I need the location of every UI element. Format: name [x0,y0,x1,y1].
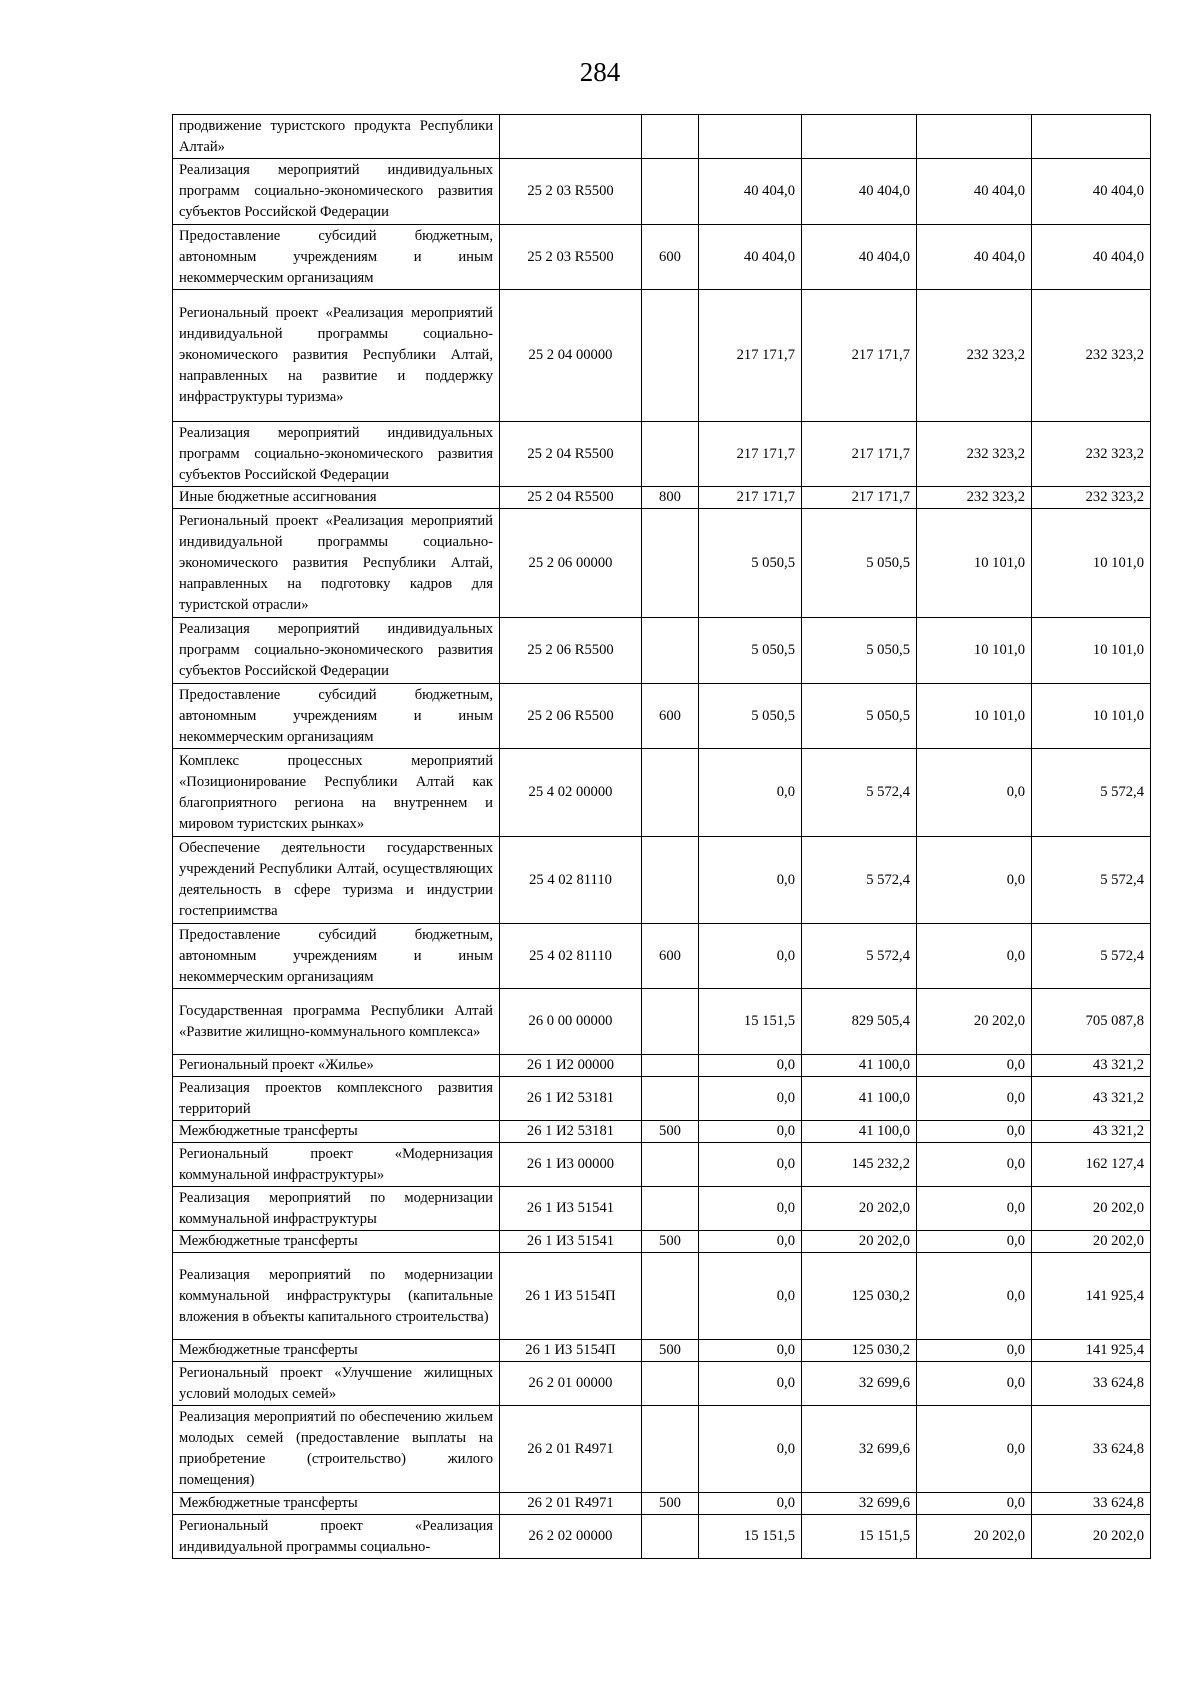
row-value-1: 0,0 [699,1231,802,1253]
row-code: 25 2 06 00000 [500,509,642,618]
row-expense-type: 500 [642,1493,699,1515]
row-expense-type [642,1187,699,1231]
row-expense-type [642,837,699,924]
row-name: Комплекс процессных мероприятий «Позиционирование Республики Алтай как благоприятного региона на внутреннем и мировом туристских рынках» [173,749,500,837]
row-expense-type: 500 [642,1121,699,1143]
row-value-4: 40 404,0 [1032,225,1151,290]
table-row [173,1143,1151,1187]
row-value-4: 10 101,0 [1032,509,1151,618]
row-value-3: 232 323,2 [917,290,1032,422]
row-code: 26 1 И2 00000 [500,1055,642,1077]
row-value-2: 217 171,7 [802,487,917,509]
row-value-1: 217 171,7 [699,487,802,509]
row-value-4: 43 321,2 [1032,1077,1151,1121]
row-code: 26 2 01 R4971 [500,1493,642,1515]
row-value-3: 0,0 [917,1055,1032,1077]
row-value-3: 20 202,0 [917,989,1032,1055]
row-value-4: 5 572,4 [1032,837,1151,924]
table-row [173,225,1151,290]
row-value-1: 0,0 [699,1187,802,1231]
row-value-3: 40 404,0 [917,225,1032,290]
row-value-3: 20 202,0 [917,1515,1032,1559]
row-value-2: 5 572,4 [802,924,917,989]
table-row [173,1077,1151,1121]
row-value-2: 20 202,0 [802,1231,917,1253]
row-value-3: 0,0 [917,1077,1032,1121]
row-expense-type [642,989,699,1055]
row-name: Реализация мероприятий индивидуальных программ социально-экономического развития субъектов Российской Федерации [173,618,500,684]
row-code: 25 4 02 81110 [500,924,642,989]
row-value-1: 217 171,7 [699,422,802,487]
row-code: 26 1 И2 53181 [500,1077,642,1121]
row-expense-type [642,1515,699,1559]
row-value-4: 5 572,4 [1032,924,1151,989]
row-value-4: 232 323,2 [1032,487,1151,509]
table-row [173,924,1151,989]
table-row [173,1231,1151,1253]
row-value-2: 125 030,2 [802,1253,917,1340]
table-row [173,618,1151,684]
row-value-2: 41 100,0 [802,1055,917,1077]
row-value-3: 40 404,0 [917,159,1032,225]
table-row [173,1055,1151,1077]
row-code: 26 2 01 R4971 [500,1406,642,1493]
row-expense-type: 600 [642,924,699,989]
row-name: Региональный проект «Реализация индивидуальной программы социально- [173,1515,500,1559]
row-value-3: 0,0 [917,1231,1032,1253]
row-value-4: 10 101,0 [1032,684,1151,749]
row-value-2: 40 404,0 [802,159,917,225]
row-code: 25 2 06 R5500 [500,684,642,749]
row-expense-type: 600 [642,225,699,290]
row-value-1: 0,0 [699,1362,802,1406]
row-value-4: 43 321,2 [1032,1055,1151,1077]
row-expense-type: 600 [642,684,699,749]
row-expense-type: 800 [642,487,699,509]
row-value-3: 0,0 [917,1143,1032,1187]
row-value-3: 0,0 [917,1253,1032,1340]
row-name: Предоставление субсидий бюджетным, автономным учреждениям и иным некоммерческим организациям [173,684,500,749]
table-row [173,1362,1151,1406]
row-name: Реализация проектов комплексного развития территорий [173,1077,500,1121]
row-code: 25 2 04 R5500 [500,487,642,509]
budget-table [172,114,1151,1559]
row-code: 25 4 02 81110 [500,837,642,924]
row-name: Межбюджетные трансферты [173,1493,500,1515]
row-value-4: 10 101,0 [1032,618,1151,684]
row-value-3: 0,0 [917,1187,1032,1231]
row-name: Реализация мероприятий по модернизации коммунальной инфраструктуры [173,1187,500,1231]
row-expense-type: 500 [642,1340,699,1362]
row-value-1: 0,0 [699,1253,802,1340]
row-expense-type [642,509,699,618]
row-name: Реализация мероприятий индивидуальных программ социально-экономического развития субъектов Российской Федерации [173,159,500,225]
row-code [500,115,642,159]
row-value-4: 20 202,0 [1032,1515,1151,1559]
row-value-1: 15 151,5 [699,1515,802,1559]
row-value-4 [1032,115,1151,159]
row-name: Предоставление субсидий бюджетным, автономным учреждениям и иным некоммерческим организациям [173,225,500,290]
row-value-2: 32 699,6 [802,1362,917,1406]
row-value-3: 0,0 [917,1362,1032,1406]
row-code: 26 2 01 00000 [500,1362,642,1406]
row-value-2: 15 151,5 [802,1515,917,1559]
row-code: 25 4 02 00000 [500,749,642,837]
table-row [173,837,1151,924]
row-value-4: 20 202,0 [1032,1231,1151,1253]
row-value-1: 0,0 [699,1406,802,1493]
row-code: 26 1 И3 5154П [500,1253,642,1340]
row-code: 26 1 И3 5154П [500,1340,642,1362]
row-expense-type [642,1077,699,1121]
row-value-3: 0,0 [917,749,1032,837]
row-value-3: 0,0 [917,1406,1032,1493]
row-value-1: 0,0 [699,1493,802,1515]
row-expense-type [642,1362,699,1406]
row-expense-type [642,1253,699,1340]
row-name: продвижение туристского продукта Республики Алтай» [173,115,500,159]
table-row [173,1340,1151,1362]
row-value-4: 20 202,0 [1032,1187,1151,1231]
row-expense-type [642,159,699,225]
row-value-3: 0,0 [917,1121,1032,1143]
row-name: Межбюджетные трансферты [173,1340,500,1362]
row-value-2: 40 404,0 [802,225,917,290]
row-expense-type [642,749,699,837]
row-value-1: 15 151,5 [699,989,802,1055]
row-value-4: 232 323,2 [1032,422,1151,487]
row-value-4: 5 572,4 [1032,749,1151,837]
row-value-3: 10 101,0 [917,618,1032,684]
row-expense-type [642,422,699,487]
row-value-4: 232 323,2 [1032,290,1151,422]
row-value-2: 5 050,5 [802,509,917,618]
row-value-4: 141 925,4 [1032,1253,1151,1340]
row-value-3: 0,0 [917,924,1032,989]
row-value-1: 0,0 [699,1055,802,1077]
table-row [173,1121,1151,1143]
row-code: 25 2 03 R5500 [500,225,642,290]
row-value-4: 33 624,8 [1032,1362,1151,1406]
row-value-2: 5 572,4 [802,749,917,837]
row-code: 26 2 02 00000 [500,1515,642,1559]
row-value-1: 0,0 [699,924,802,989]
row-value-1: 40 404,0 [699,225,802,290]
row-name: Предоставление субсидий бюджетным, автономным учреждениям и иным некоммерческим организациям [173,924,500,989]
table-row [173,1515,1151,1559]
row-value-1: 5 050,5 [699,618,802,684]
table-row [173,422,1151,487]
row-value-2: 5 050,5 [802,618,917,684]
row-code: 25 2 06 R5500 [500,618,642,684]
row-value-3: 10 101,0 [917,684,1032,749]
row-value-2: 32 699,6 [802,1493,917,1515]
row-name: Иные бюджетные ассигнования [173,487,500,509]
row-code: 26 1 И3 00000 [500,1143,642,1187]
table-row [173,1406,1151,1493]
row-value-4: 162 127,4 [1032,1143,1151,1187]
row-value-1: 40 404,0 [699,159,802,225]
row-name: Региональный проект «Модернизация коммунальной инфраструктуры» [173,1143,500,1187]
table-row [173,1187,1151,1231]
row-value-3: 0,0 [917,837,1032,924]
row-value-1: 5 050,5 [699,684,802,749]
table-row [173,684,1151,749]
row-value-2: 145 232,2 [802,1143,917,1187]
row-name: Реализация мероприятий по обеспечению жильем молодых семей (предоставление выплаты на приобретение (строительство) жилого помещения) [173,1406,500,1493]
table-row [173,749,1151,837]
page-number: 284 [579,57,621,87]
table-row [173,989,1151,1055]
row-value-4: 43 321,2 [1032,1121,1151,1143]
row-name: Региональный проект «Улучшение жилищных условий молодых семей» [173,1362,500,1406]
row-value-3: 0,0 [917,1340,1032,1362]
row-value-1 [699,115,802,159]
row-expense-type [642,290,699,422]
row-expense-type: 500 [642,1231,699,1253]
row-name: Межбюджетные трансферты [173,1231,500,1253]
row-value-1: 217 171,7 [699,290,802,422]
row-value-2: 5 572,4 [802,837,917,924]
row-value-2: 41 100,0 [802,1121,917,1143]
row-value-2: 32 699,6 [802,1406,917,1493]
row-code: 25 2 04 00000 [500,290,642,422]
row-value-4: 33 624,8 [1032,1406,1151,1493]
table-row [173,159,1151,225]
row-value-1: 5 050,5 [699,509,802,618]
row-expense-type [642,115,699,159]
row-value-4: 33 624,8 [1032,1493,1151,1515]
row-code: 26 1 И3 51541 [500,1187,642,1231]
table-row [173,509,1151,618]
row-value-1: 0,0 [699,1340,802,1362]
row-value-4: 141 925,4 [1032,1340,1151,1362]
row-value-1: 0,0 [699,749,802,837]
row-name: Межбюджетные трансферты [173,1121,500,1143]
table-row [173,1493,1151,1515]
row-expense-type [642,1055,699,1077]
row-value-1: 0,0 [699,1143,802,1187]
row-value-2: 829 505,4 [802,989,917,1055]
row-value-3: 10 101,0 [917,509,1032,618]
row-expense-type [642,1143,699,1187]
row-value-3: 232 323,2 [917,487,1032,509]
row-value-2: 125 030,2 [802,1340,917,1362]
row-name: Реализация мероприятий индивидуальных программ социально-экономического развития субъектов Российской Федерации [173,422,500,487]
row-value-4: 705 087,8 [1032,989,1151,1055]
row-value-2: 20 202,0 [802,1187,917,1231]
row-value-1: 0,0 [699,1121,802,1143]
row-value-2 [802,115,917,159]
row-code: 25 2 04 R5500 [500,422,642,487]
row-value-4: 40 404,0 [1032,159,1151,225]
row-value-3 [917,115,1032,159]
row-expense-type [642,1406,699,1493]
table-row [173,1253,1151,1340]
row-name: Региональный проект «Жилье» [173,1055,500,1077]
row-value-1: 0,0 [699,1077,802,1121]
table-row [173,290,1151,422]
row-value-1: 0,0 [699,837,802,924]
row-value-2: 5 050,5 [802,684,917,749]
row-code: 26 1 И3 51541 [500,1231,642,1253]
row-name: Реализация мероприятий по модернизации коммунальной инфраструктуры (капитальные вложения в объекты капитального строительства) [173,1253,500,1340]
row-code: 26 1 И2 53181 [500,1121,642,1143]
table-row [173,487,1151,509]
row-value-2: 217 171,7 [802,422,917,487]
row-name: Региональный проект «Реализация мероприятий индивидуальной программы социально-экономического развития Республики Алтай, направленных на подготовку кадров для туристской отрасли» [173,509,500,618]
row-code: 26 0 00 00000 [500,989,642,1055]
row-name: Обеспечение деятельности государственных учреждений Республики Алтай, осуществляющих деятельность в сфере туризма и индустрии гостеприимства [173,837,500,924]
row-name: Государственная программа Республики Алтай «Развитие жилищно-коммунального комплекса» [173,989,500,1055]
row-value-3: 232 323,2 [917,422,1032,487]
row-value-3: 0,0 [917,1493,1032,1515]
row-name: Региональный проект «Реализация мероприятий индивидуальной программы социально-экономического развития Республики Алтай, направленных на развитие и поддержку инфраструктуры туризма» [173,290,500,422]
row-value-2: 41 100,0 [802,1077,917,1121]
table-row [173,115,1151,159]
row-expense-type [642,618,699,684]
row-code: 25 2 03 R5500 [500,159,642,225]
row-value-2: 217 171,7 [802,290,917,422]
